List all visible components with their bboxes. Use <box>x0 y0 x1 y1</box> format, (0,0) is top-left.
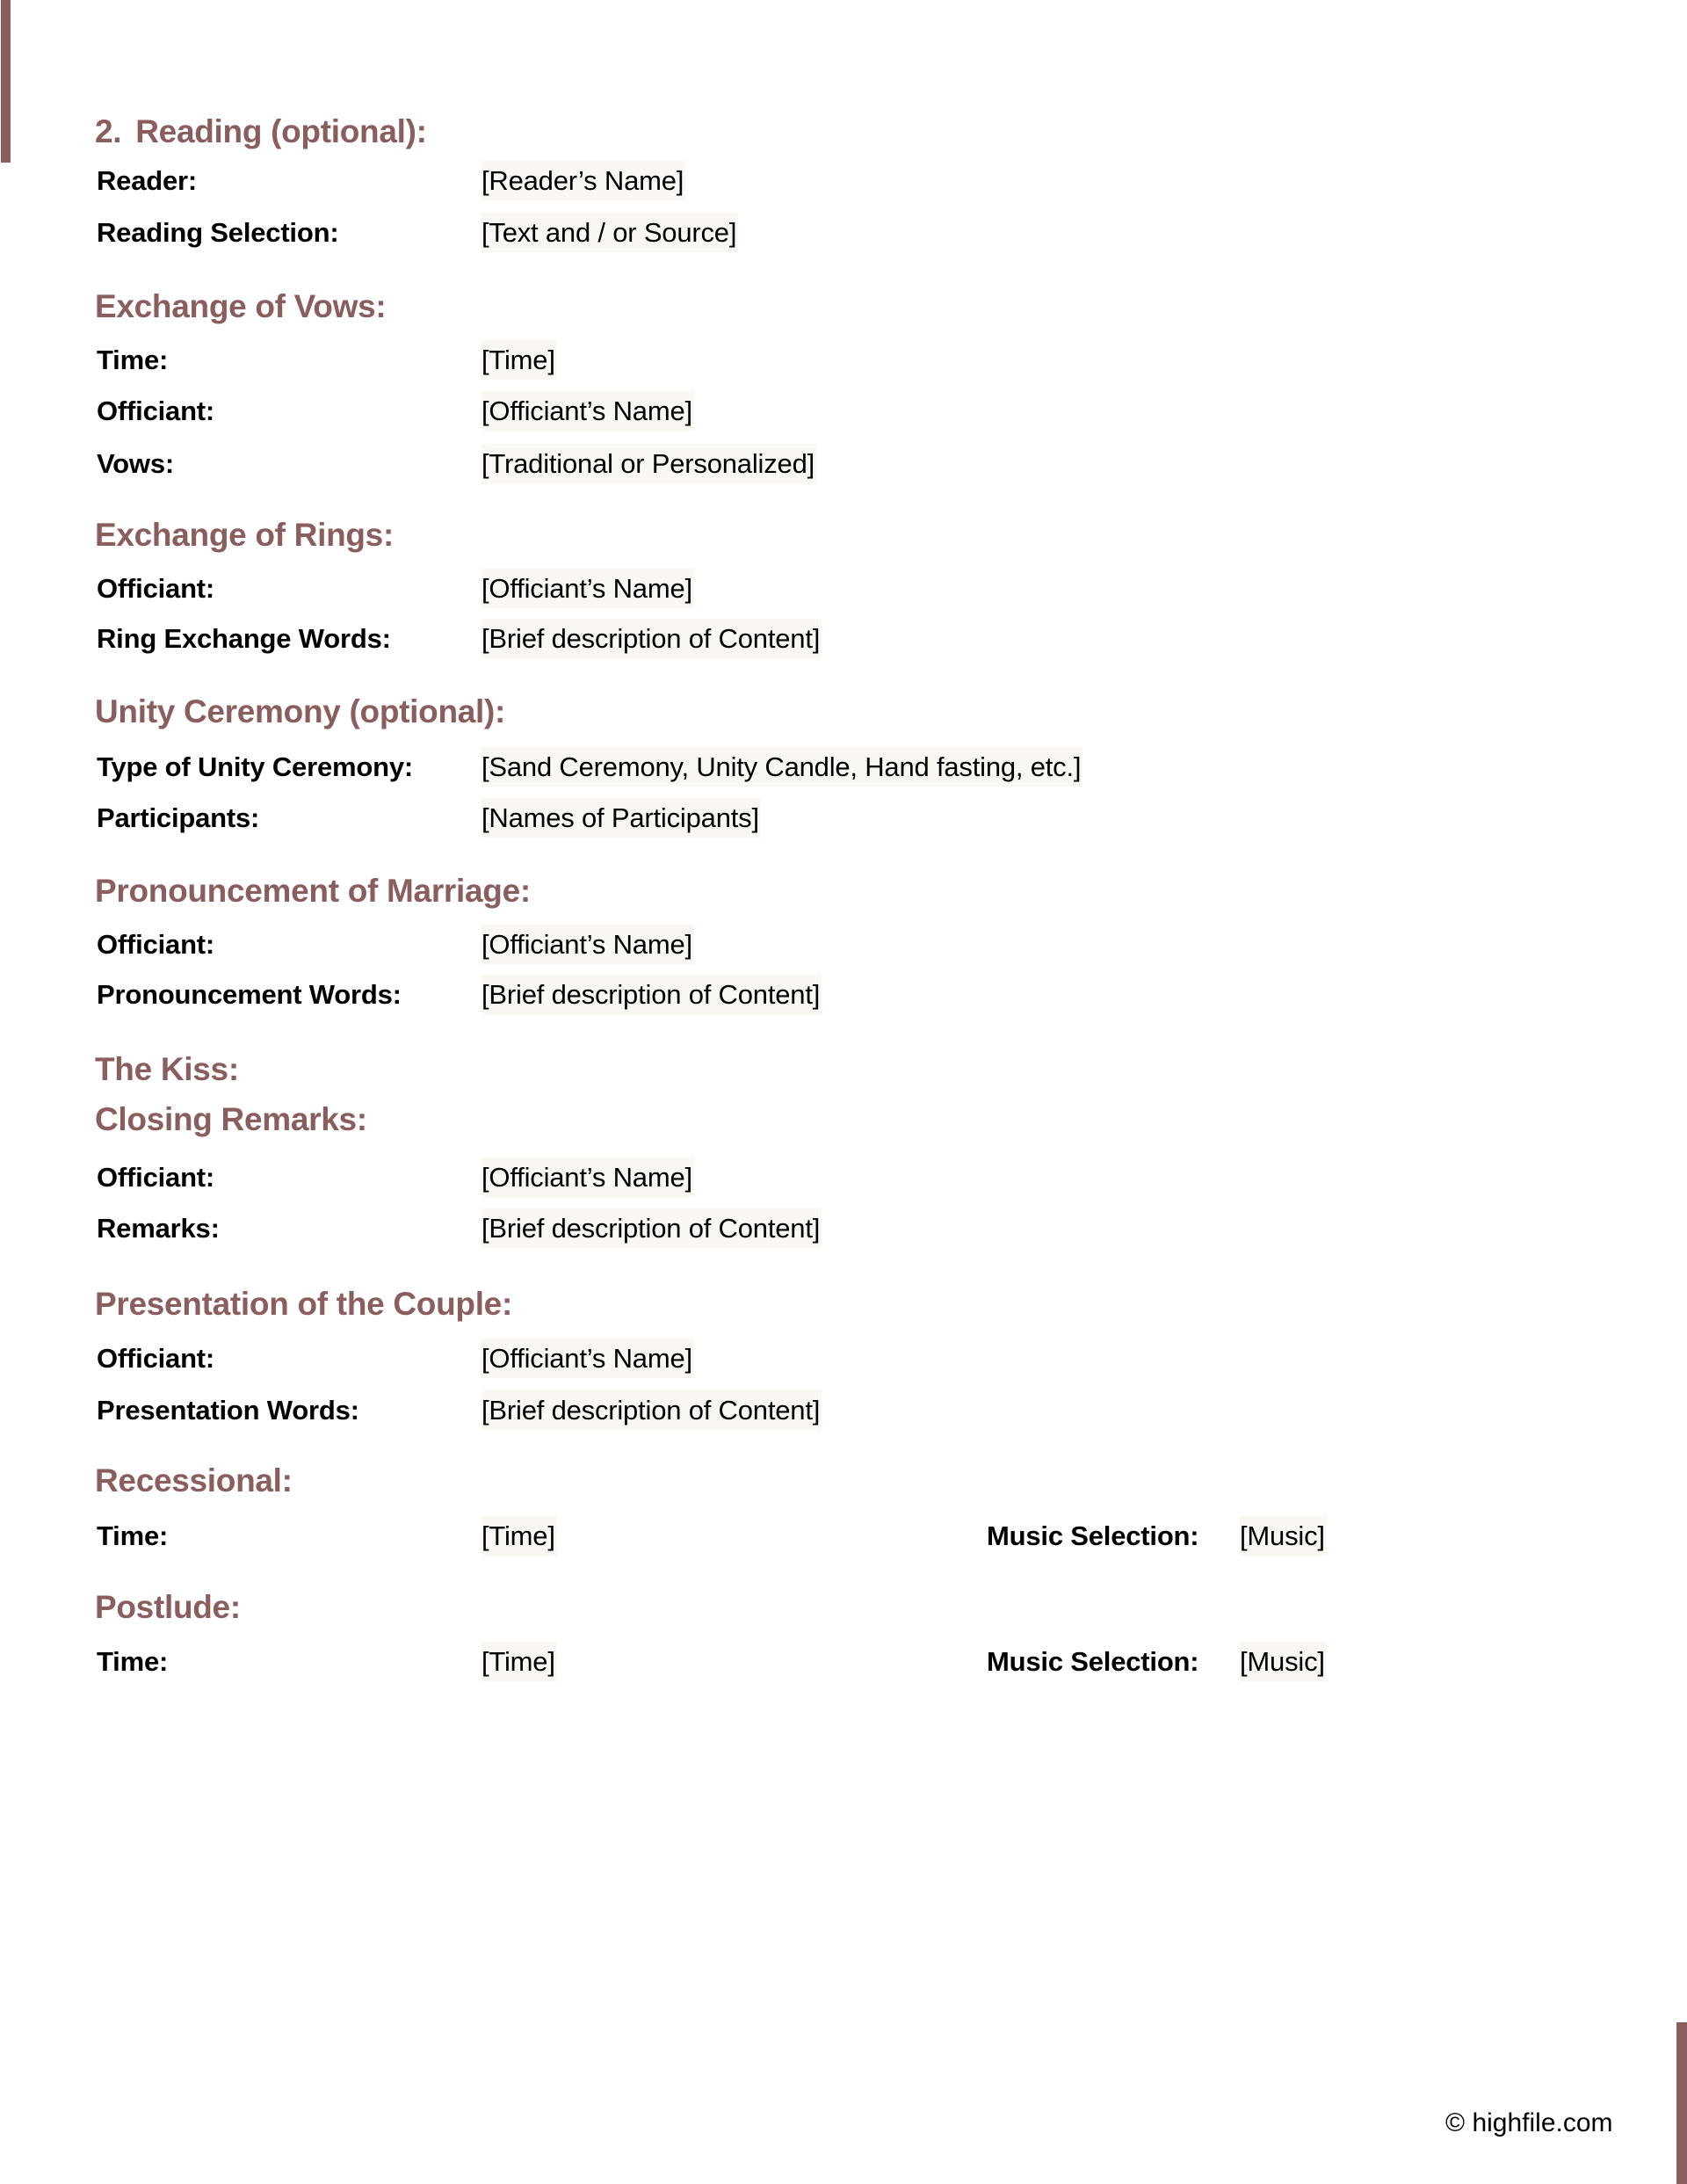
field-value-presentation-officiant[interactable]: [Officiant’s Name] <box>481 1339 694 1378</box>
field-value-reader[interactable]: [Reader’s Name] <box>481 161 685 200</box>
field-value-pronouncement-words[interactable]: [Brief description of Content] <box>481 975 822 1014</box>
field-value-postlude-time[interactable]: [Time] <box>481 1642 557 1681</box>
field-label-postlude-time: Time: <box>97 1646 169 1677</box>
field-label-rings-officiant: Officiant: <box>97 573 215 604</box>
field-value-vows[interactable]: [Traditional or Personalized] <box>481 444 816 483</box>
section-heading-rings: Exchange of Rings: <box>95 517 394 553</box>
field-label-pronouncement-words: Pronouncement Words: <box>97 979 402 1010</box>
right-accent-bar <box>1676 2022 1687 2184</box>
field-label-recessional-music: Music Selection: <box>987 1520 1199 1551</box>
section-heading-pronouncement: Pronouncement of Marriage: <box>95 873 531 909</box>
field-value-rings-officiant[interactable]: [Officiant’s Name] <box>481 569 694 608</box>
field-label-pronouncement-officiant: Officiant: <box>97 929 215 960</box>
section-title: Reading (optional): <box>135 113 427 149</box>
field-value-reading-selection[interactable]: [Text and / or Source] <box>481 213 738 252</box>
field-label-vows: Vows: <box>97 448 174 479</box>
field-label-recessional-time: Time: <box>97 1520 169 1551</box>
section-heading-reading <box>95 112 427 152</box>
field-value-closing-officiant[interactable]: [Officiant’s Name] <box>481 1157 694 1197</box>
field-value-ring-exchange-words[interactable]: [Brief description of Content] <box>481 619 822 658</box>
field-label-vows-time: Time: <box>97 345 169 375</box>
section-heading-recessional: Recessional: <box>95 1462 293 1498</box>
field-value-unity-type[interactable]: [Sand Ceremony, Unity Candle, Hand fasting, etc.] <box>481 747 1082 787</box>
field-label-postlude-music: Music Selection: <box>987 1646 1199 1677</box>
field-value-postlude-music[interactable]: [Music] <box>1240 1642 1327 1681</box>
section-heading-vows: Exchange of Vows: <box>95 288 387 324</box>
field-value-participants[interactable]: [Names of Participants] <box>481 798 761 838</box>
field-label-closing-officiant: Officiant: <box>97 1162 215 1193</box>
field-label-reader: Reader: <box>97 165 198 196</box>
field-label-unity-type: Type of Unity Ceremony: <box>97 751 413 782</box>
field-value-presentation-words[interactable]: [Brief description of Content] <box>481 1390 822 1430</box>
field-value-vows-time[interactable]: [Time] <box>481 340 557 380</box>
field-value-vows-officiant[interactable]: [Officiant’s Name] <box>481 391 694 431</box>
field-label-vows-officiant: Officiant: <box>97 395 215 426</box>
section-heading-postlude: Postlude: <box>95 1589 241 1625</box>
field-label-participants: Participants: <box>97 802 260 833</box>
section-heading-kiss: The Kiss: <box>95 1051 239 1087</box>
footer-copyright: © highfile.com <box>1445 2108 1613 2137</box>
field-label-ring-exchange-words: Ring Exchange Words: <box>97 623 391 654</box>
section-number: 2. <box>95 113 122 149</box>
field-value-remarks[interactable]: [Brief description of Content] <box>481 1208 822 1248</box>
field-value-recessional-music[interactable]: [Music] <box>1240 1516 1327 1556</box>
section-heading-closing: Closing Remarks: <box>95 1101 367 1137</box>
field-label-presentation-officiant: Officiant: <box>97 1343 215 1374</box>
field-label-presentation-words: Presentation Words: <box>97 1395 359 1426</box>
section-heading-unity: Unity Ceremony (optional): <box>95 693 506 729</box>
field-label-remarks: Remarks: <box>97 1213 220 1244</box>
field-value-pronouncement-officiant[interactable]: [Officiant’s Name] <box>481 925 694 964</box>
field-label-reading-selection: Reading Selection: <box>97 217 339 248</box>
left-accent-bar <box>1 0 11 163</box>
field-value-recessional-time[interactable]: [Time] <box>481 1516 557 1556</box>
section-heading-presentation: Presentation of the Couple: <box>95 1286 512 1322</box>
